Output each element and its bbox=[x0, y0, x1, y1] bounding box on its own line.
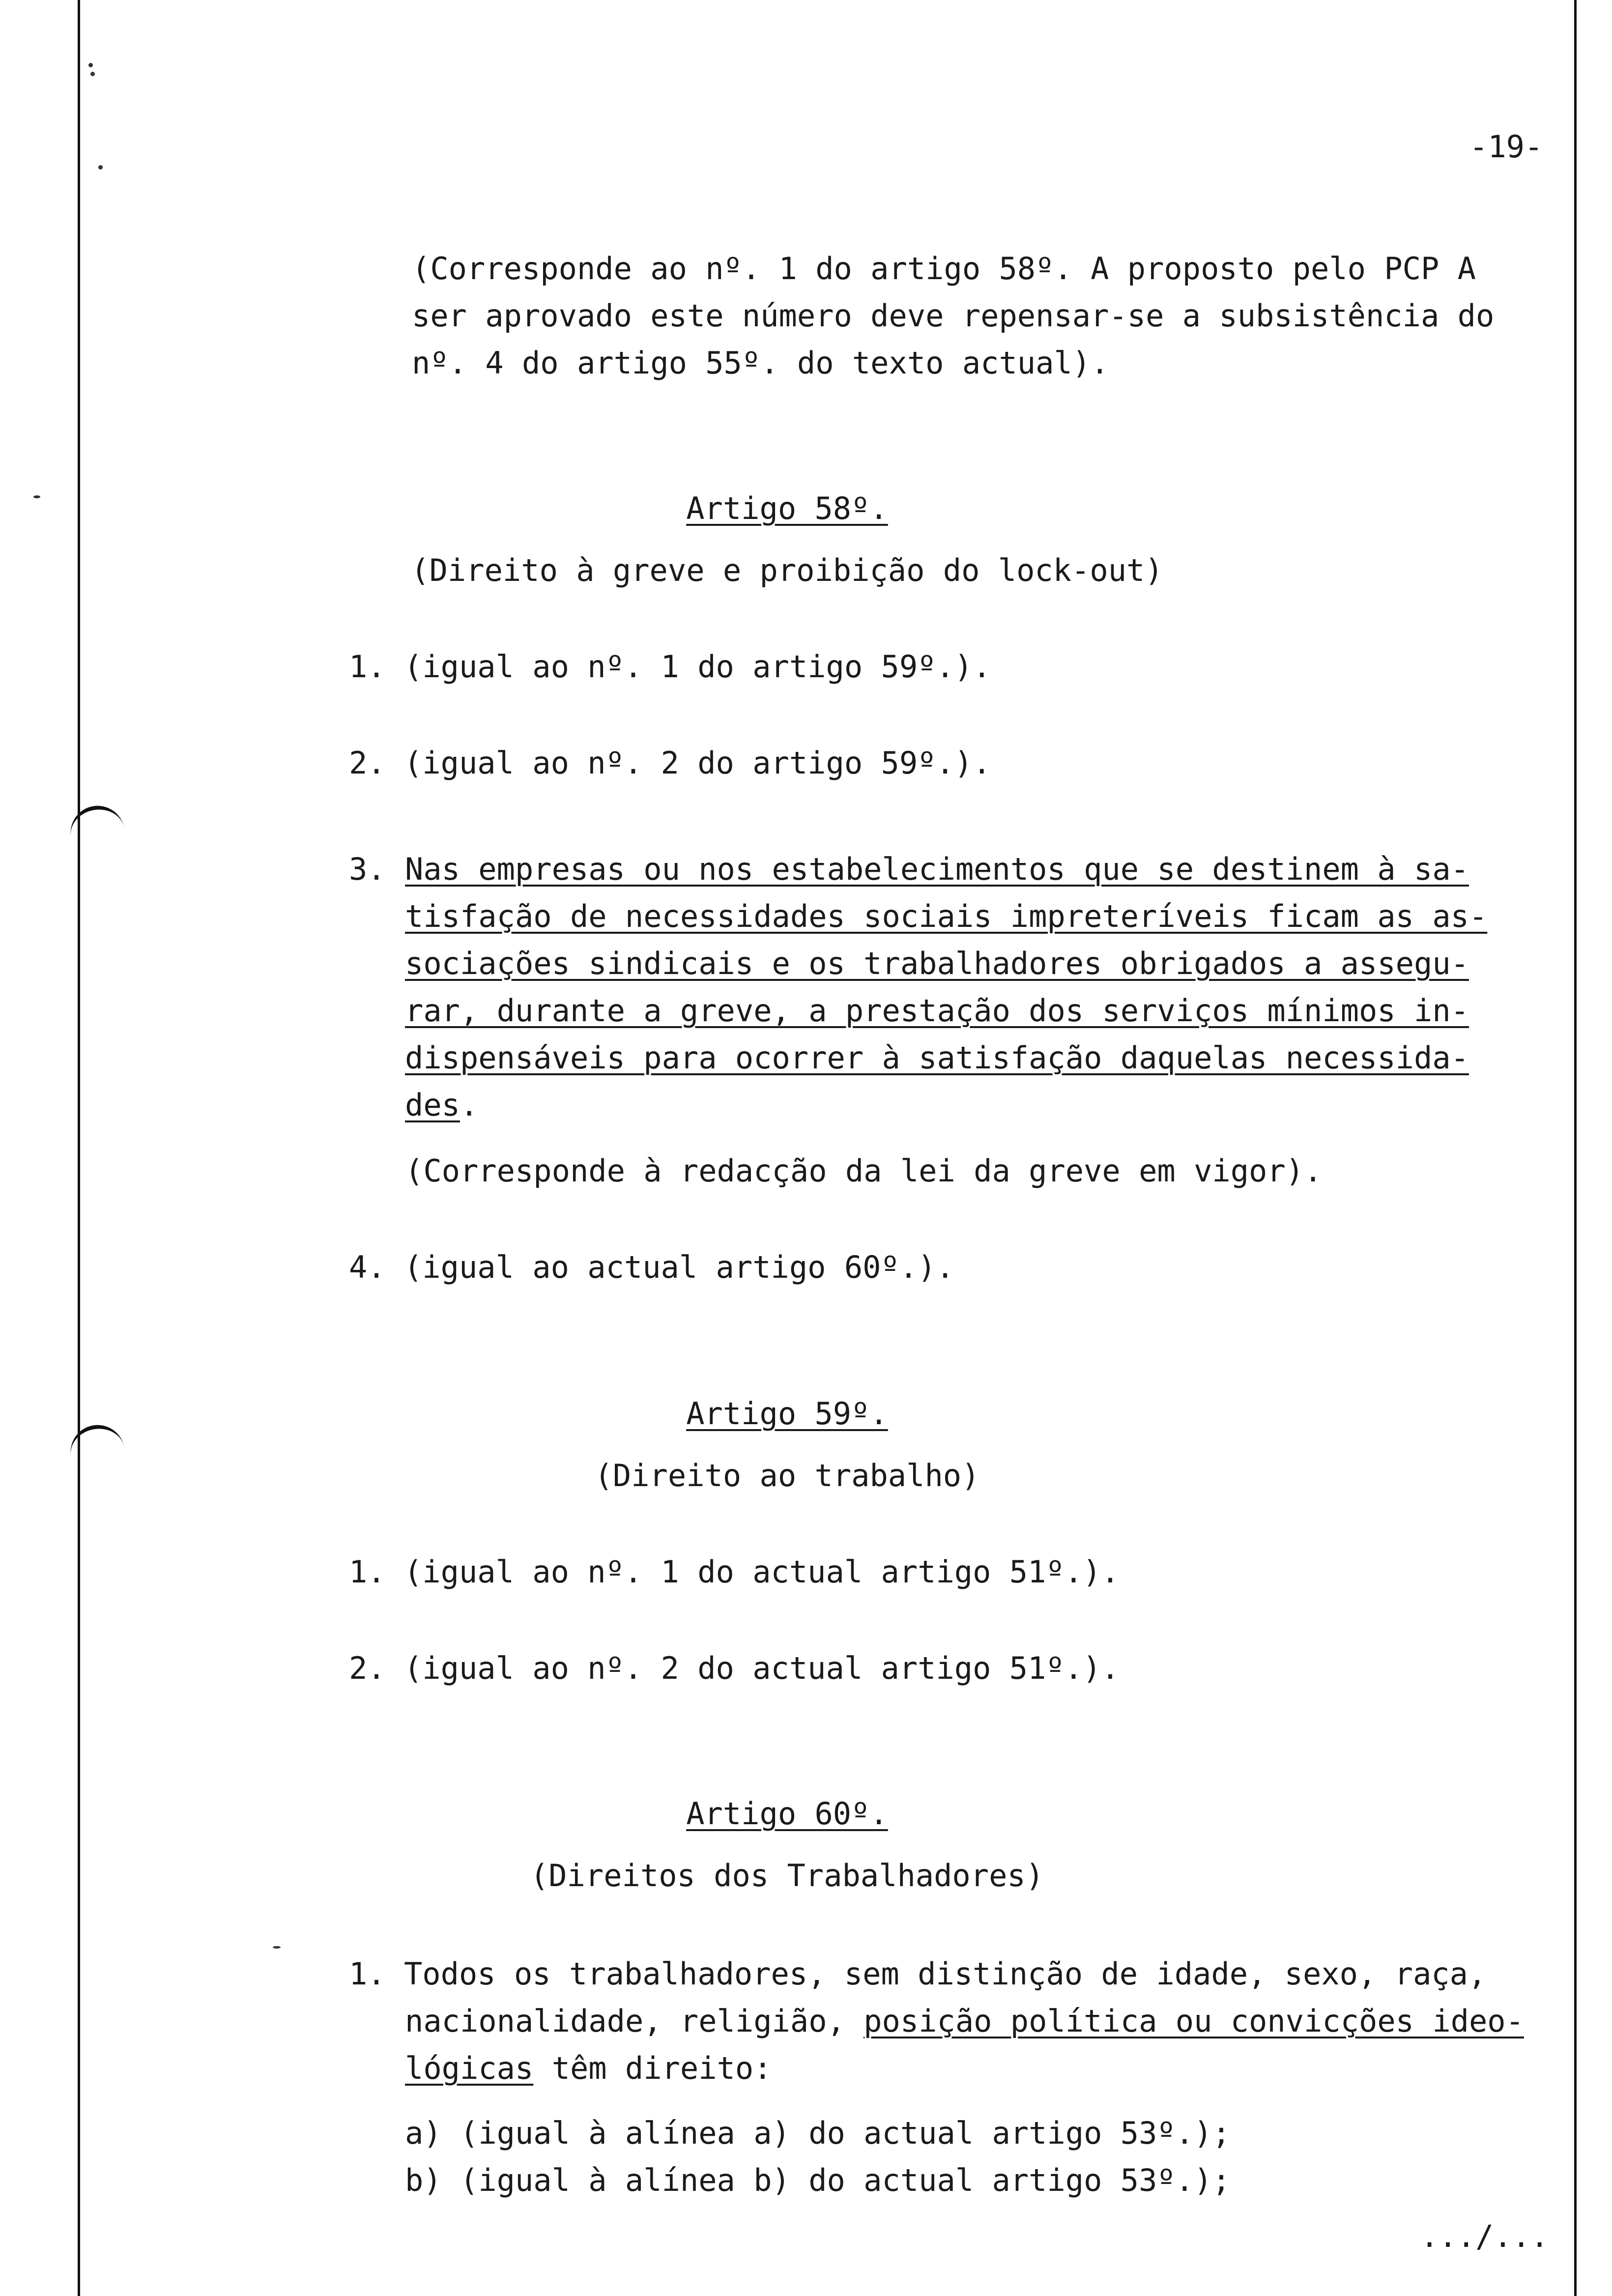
article-58-item-3-note: (Corresponde à redacção da lei da greve em vigor). bbox=[405, 1153, 1323, 1189]
article-60-item-1-line: nacionalidade, religião, posição política ou convicções ideo- bbox=[405, 2003, 1524, 2039]
article-58-item-1: 1. (igual ao nº. 1 do artigo 59º.). bbox=[349, 649, 991, 685]
article-59-heading: Artigo 59º. bbox=[686, 1396, 888, 1432]
article-58-item-2: 2. (igual ao nº. 2 do artigo 59º.). bbox=[349, 745, 991, 781]
article-58-heading: Artigo 58º. bbox=[686, 490, 888, 526]
scan-speck bbox=[88, 63, 93, 67]
intro-line: ser aprovado este número deve repensar-se a subsistência do bbox=[412, 298, 1495, 334]
article-60-item-1-subitem-a: a) (igual à alínea a) do actual artigo 53º.); bbox=[405, 2115, 1231, 2151]
article-59-subtitle: (Direito ao trabalho) bbox=[594, 1458, 980, 1493]
article-58-item-4: 4. (igual ao actual artigo 60º.). bbox=[349, 1249, 954, 1285]
article-60-item-1-line: 1. Todos os trabalhadores, sem distinção de idade, sexo, raça, bbox=[349, 1956, 1487, 1992]
article-58-item-3-number: 3. bbox=[349, 851, 404, 887]
article-60-item-1-line: lógicas têm direito: bbox=[405, 2050, 772, 2086]
article-58-item-3-last-line: des. bbox=[405, 1087, 479, 1123]
continuation-mark: .../... bbox=[1420, 2218, 1549, 2254]
scan-speck bbox=[98, 165, 103, 170]
scan-speck bbox=[90, 72, 95, 76]
article-58-item-3-line: rar, durante a greve, a prestação dos serviços mínimos in- bbox=[405, 993, 1469, 1029]
article-60-item-1-subitem-b: b) (igual à alínea b) do actual artigo 53º.); bbox=[405, 2162, 1231, 2198]
punch-hole-mark bbox=[66, 802, 125, 844]
article-58-item-3-line: tisfação de necessidades sociais impreteríveis ficam as as- bbox=[405, 898, 1488, 934]
scan-speck bbox=[273, 1946, 281, 1949]
article-58-item-3-line: dispensáveis para ocorrer à satisfação daquelas necessida- bbox=[405, 1040, 1469, 1076]
left-margin-rule bbox=[78, 0, 80, 2296]
page-number: -19- bbox=[1469, 129, 1543, 165]
article-59-item-1: 1. (igual ao nº. 1 do actual artigo 51º.). bbox=[349, 1554, 1120, 1590]
article-58-item-3-line: Nas empresas ou nos estabelecimentos que se destinem à sa- bbox=[405, 851, 1469, 887]
article-59-item-2: 2. (igual ao nº. 2 do actual artigo 51º.). bbox=[349, 1650, 1120, 1686]
intro-line: (Corresponde ao nº. 1 do artigo 58º. A proposto pelo PCP A bbox=[412, 251, 1476, 287]
article-58-item-3-line: sociações sindicais e os trabalhadores obrigados a assegu- bbox=[405, 946, 1469, 981]
intro-line: nº. 4 do artigo 55º. do texto actual). bbox=[412, 345, 1109, 381]
right-margin-rule bbox=[1574, 0, 1577, 2296]
article-58-subtitle: (Direito à greve e proibição do lock-out) bbox=[411, 552, 1163, 588]
article-60-heading: Artigo 60º. bbox=[686, 1796, 888, 1832]
article-60-subtitle: (Direitos dos Trabalhadores) bbox=[530, 1858, 1044, 1894]
